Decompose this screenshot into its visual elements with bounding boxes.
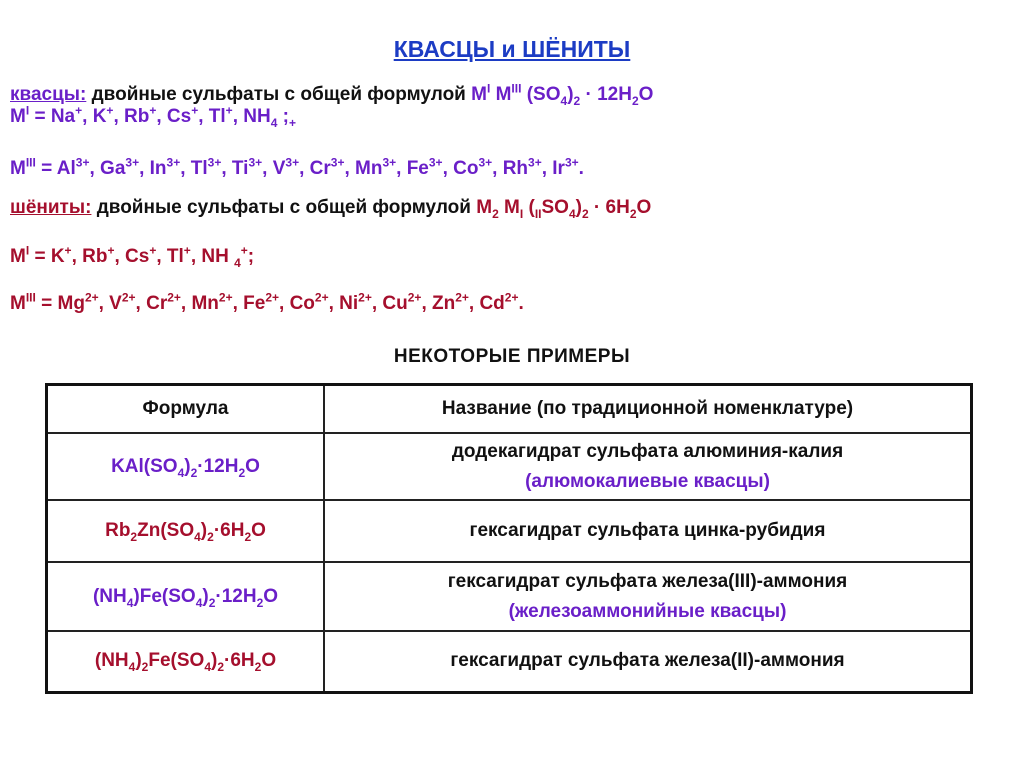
formula-text: Rb [105,520,131,541]
header-name: Название (по традиционной номенклатуре) [324,385,972,434]
formula-text: (SO [521,84,561,105]
superscript: + [106,103,114,118]
formula-text: ·12H [215,585,257,607]
superscript: + [107,243,115,258]
subscript: I [519,206,524,221]
formula-text: , Tl [180,158,208,179]
formula-text: , Ir [541,158,565,179]
superscript: + [75,103,83,118]
schoenite-m1-ions [10,243,255,270]
superscript: 3+ [478,155,493,170]
common-name: (железоаммонийные квасцы) [508,600,787,622]
subscript: 2 [208,595,216,610]
formula-text: , Cr [299,158,331,179]
subscript: 2 [190,465,198,480]
subscript: II [534,206,542,221]
formula-text: , Cu [371,293,408,314]
subscript: 4 [194,529,201,544]
formula-cell [47,562,325,631]
superscript: 3+ [382,155,397,170]
formula-text: = Na [29,106,76,127]
formula-text: , Cs [156,106,192,127]
superscript: 2+ [218,290,233,305]
formula-text: , V [262,158,286,179]
alum-m3-ions [10,155,584,180]
formula-text: , Tl [156,246,184,267]
formula-text: O [251,520,266,541]
formula-text: , Ti [221,158,249,179]
subscript: 2 [244,529,252,544]
formula-text: , K [82,106,107,127]
formula-text: ) [184,455,191,477]
subscript: 4 [560,93,568,108]
superscript: 3+ [125,155,140,170]
formula-text: , Ga [89,158,126,179]
formula-text: · 6H [588,197,630,218]
superscript: 3+ [564,155,579,170]
formula-text: ; [277,106,289,127]
formula-text: ( [523,197,535,218]
formula-text: , Cs [114,246,150,267]
alum-label: квасцы: [10,84,87,105]
formula-text: = Al [35,158,76,179]
superscript: I [25,243,30,258]
subscript: 2 [629,206,637,221]
superscript: III [511,81,522,96]
formula-text: ) [200,520,208,541]
formula-text: ) [202,585,209,607]
formula-text: M [10,293,26,314]
name-cell [324,562,972,631]
subscript: 2 [581,206,589,221]
table-header-row [47,385,972,434]
formula-text: , Rb [71,246,108,267]
superscript: III [25,155,36,170]
superscript: 3+ [285,155,300,170]
subscript: 2 [492,206,499,221]
superscript: 2+ [455,290,469,305]
schoenite-desc: двойные сульфаты с общей формулой [91,197,477,218]
formula-text: ) [567,84,574,105]
formula-text: , Co [442,158,479,179]
superscript: 2+ [265,290,280,305]
subscript: 4 [195,595,203,610]
superscript: 3+ [330,155,345,170]
subscript: 4 [234,255,241,270]
formula-text: ) [135,650,142,672]
formula-text: M [476,197,493,218]
subscript: 4 [177,465,185,480]
formula-text: , Ni [328,293,359,314]
superscript: 2+ [167,290,181,305]
subscript: 2 [254,660,262,675]
formula-text: SO [541,197,569,218]
formula-text: M [490,84,512,105]
formula-text: ·6H [213,520,245,541]
superscript: 2+ [84,290,99,305]
superscript: + [225,103,233,118]
formula-text: , In [139,158,167,179]
systematic-name: додекагидрат сульфата алюминия-калия [451,440,844,462]
superscript: + [191,103,199,118]
systematic-name: гексагидрат сульфата цинка-рубидия [469,520,826,541]
schoenite-definition [10,197,651,219]
schoenite-formula [476,197,652,221]
formula-text: , Cd [468,293,505,314]
subscript: 2 [238,465,246,480]
superscript: + [183,243,191,258]
formula-text: , Cr [135,293,168,314]
formula-text: , Fe [232,293,266,314]
formula-text: ) [575,197,582,218]
formula-text: ·6H [224,650,255,672]
subscript: 2 [573,93,581,108]
superscript: 3+ [75,155,90,170]
superscript: 3+ [207,155,222,170]
formula-text: , NH [232,106,271,127]
formula-text: Fe(SO [148,650,205,672]
examples-table [45,383,973,694]
table-row [47,433,972,500]
formula-cell [47,631,325,692]
table-row [47,500,972,562]
subscript: 2 [207,529,214,544]
schoenite-m2-ions [10,290,524,315]
formula-text: M [498,197,520,218]
superscript: I [486,81,491,96]
subscript: 4 [128,660,136,675]
superscript: III [25,290,36,305]
formula-text: ) [211,650,218,672]
formula-text: M [10,158,26,179]
formula-text: , NH [190,246,235,267]
formula-text: M [10,246,26,267]
formula-text: · 12H [580,84,632,105]
formula-text: )Fe(SO [133,585,196,607]
formula-text: , Co [279,293,315,314]
superscript: + [240,243,248,258]
superscript: 2+ [314,290,329,305]
alum-desc: двойные сульфаты с общей формулой [86,84,472,105]
superscript: I [25,103,30,118]
superscript: 2+ [407,290,422,305]
formula-text: . [518,293,524,314]
superscript: + [149,243,157,258]
formula-text: , Fe [396,158,429,179]
subscript: 2 [256,595,264,610]
subscript: 2 [631,93,639,108]
subscript: 4 [568,206,576,221]
table-row [47,631,972,692]
formula-text: , Tl [198,106,226,127]
formula-text: , Zn [421,293,456,314]
formula-text: , Mn [180,293,219,314]
formula-text: ; [247,246,255,267]
alum-formula [471,81,654,108]
formula-text: = K [29,246,65,267]
name-cell [324,631,972,692]
formula-text: ·12H [197,455,239,477]
subscript: 2 [130,529,138,544]
formula-text: KAl(SO [111,455,178,477]
subscript: 2 [141,660,149,675]
superscript: 2+ [121,290,136,305]
slide-title: КВАСЦЫ и ШЁНИТЫ [393,36,631,62]
superscript: + [64,243,72,258]
subscript: 4 [204,660,211,675]
subscript: 2 [217,660,225,675]
formula-text: O [245,455,260,477]
formula-text: Zn(SO [137,520,195,541]
formula-text: M [10,106,26,127]
examples-heading: НЕКОТОРЫЕ ПРИМЕРЫ [393,346,631,367]
formula-text: O [638,84,654,105]
formula-text: , V [98,293,122,314]
systematic-name: гексагидрат сульфата железа(II)-аммония [450,650,845,672]
formula-text: (NH [94,650,129,672]
superscript: 3+ [248,155,263,170]
alum-m1-ions [10,103,296,130]
formula-cell [47,500,325,562]
superscript: 2+ [358,290,372,305]
formula-text: O [263,585,279,607]
subscript: 4 [270,115,278,130]
formula-text: O [261,650,277,672]
table-row [47,562,972,631]
systematic-name: гексагидрат сульфата железа(III)-аммония [447,570,848,592]
formula-text: , Mn [344,158,383,179]
superscript: 3+ [528,155,542,170]
formula-text: O [636,197,652,218]
formula-text: , Rb [113,106,150,127]
formula-text: . [578,158,584,179]
name-cell [324,433,972,500]
superscript: + [149,103,157,118]
formula-text: , Rh [492,158,529,179]
common-name: (алюмокалиевые квасцы) [525,470,770,492]
header-formula: Формула [47,385,325,434]
schoenite-label: шёниты: [10,197,92,218]
formula-text: M [471,84,487,105]
superscript: 3+ [166,155,181,170]
subscript: 4 [126,595,134,610]
superscript: 3+ [428,155,443,170]
name-cell [324,500,972,562]
superscript: 2+ [504,290,519,305]
formula-text: = Mg [35,293,85,314]
formula-cell [47,433,325,500]
subscript: + [288,115,296,130]
formula-text: (NH [92,585,127,607]
